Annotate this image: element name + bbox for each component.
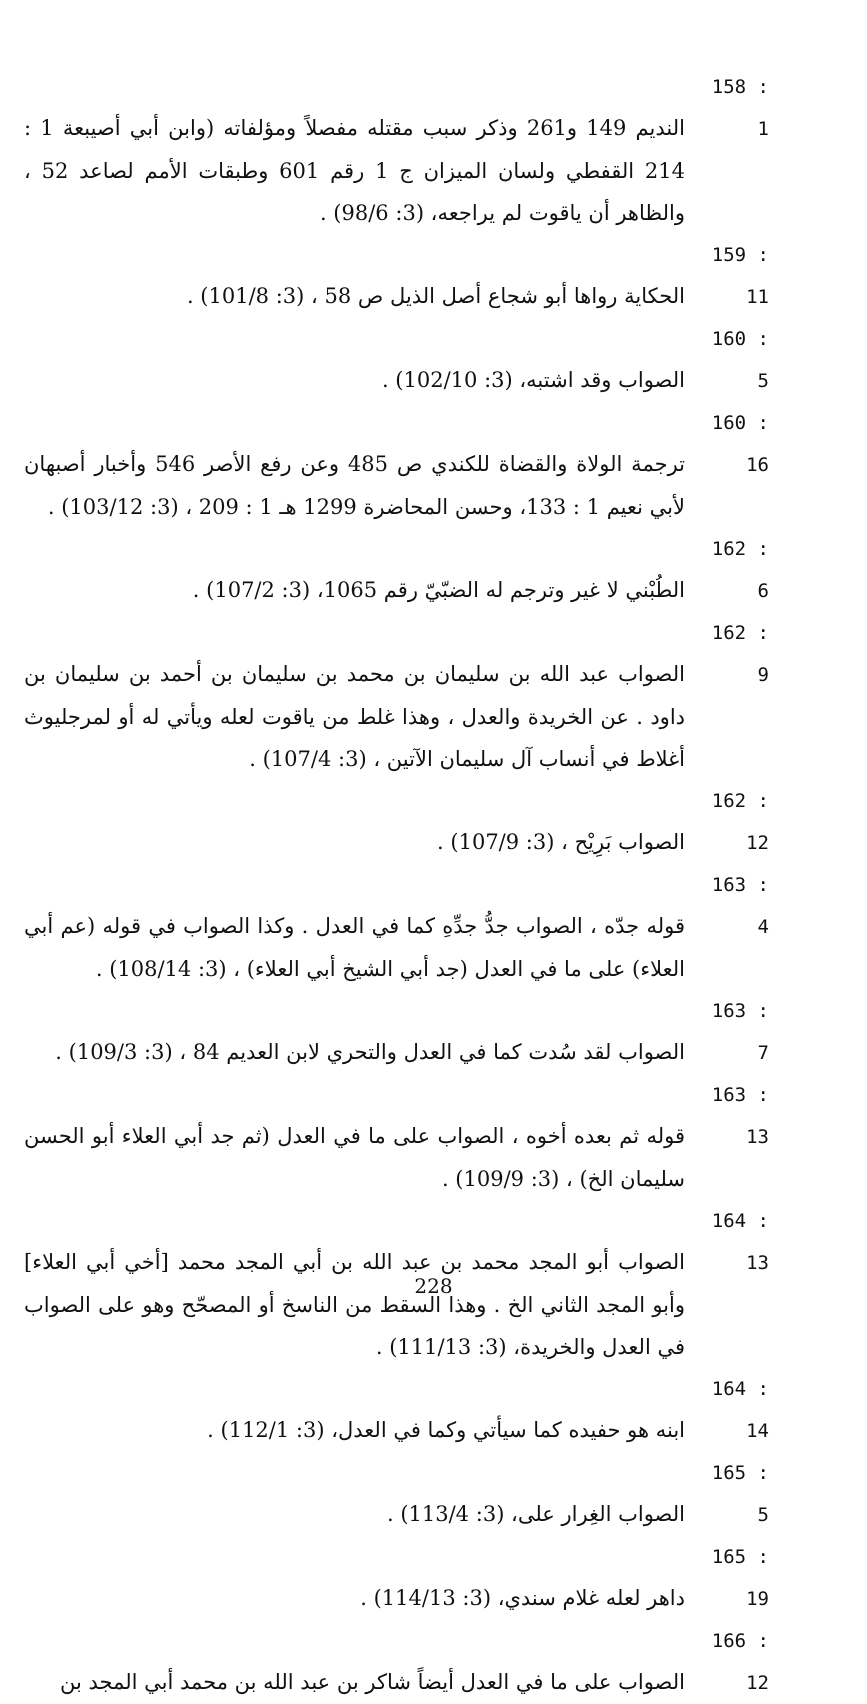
footnote-ref: 162 : 12 [711,790,769,854]
footnote-ref: 159 : 11 [711,244,769,308]
footnote-ref: 163 : 7 [711,1000,769,1064]
footnote-text: قوله جدّه ، الصواب جدُّ جدِّهِ كما في العدل . وكذا الصواب في قوله (عم أبي العلاء) على ما في العدل (جد أبي الشيخ أبي العلاء) ، (3: 108/14) . [24,914,685,981]
footnote-text: الصواب عبد الله بن سليمان بن محمد بن سليمان بن أحمد بن سليمان بن داود . عن الخريدة والعدل ، وهذا غلط من ياقوت لعله ويأتي له أو لمرجليوث أغلاط في أنساب آل سليمان الآتين ، (3: 107/4) . [24,662,686,771]
footnote-text: ابنه هو حفيده كما سيأتي وكما في العدل، (3: 112/1) . [207,1418,685,1442]
footnote-item [24,234,769,318]
footnote-text: الصواب الغِرار على، (3: 113/4) . [386,1502,685,1526]
footnote-ref: 162 : 6 [711,538,769,602]
page-number: 228 [414,1274,453,1298]
footnote-ref: 164 : 13 [711,1210,769,1274]
footnote-item [24,1536,769,1620]
footnote-list [24,66,769,1704]
footnote-text: الصواب بَرِيْح ، (3: 107/9) . [437,830,685,854]
footnote-text: الصواب وقد اشتبه، (3: 102/10) . [381,368,685,392]
footnote-text: ترجمة الولاة والقضاة للكندي ص 485 وعن رفع الأصر 546 وأخبار أصبهان لأبي نعيم 1 : 133، وحسن المحاضرة 1299 هـ 1 : 209 ، (3: 103/12) . [24,452,685,519]
footnote-ref: 160 : 16 [711,412,769,476]
footnote-text: قوله ثم بعده أخوه ، الصواب على ما في العدل (ثم جد أبي العلاء أبو الحسن سليمان الخ) ، (3: 109/9) . [24,1124,685,1191]
footnote-text: الطُبْني لا غير وترجم له الضبّيّ رقم 1065، (3: 107/2) . [192,578,685,602]
footnote-ref: 164 : 14 [711,1378,769,1442]
footnote-item [24,66,769,234]
footnote-item [24,318,769,402]
footnote-text: الصواب أبو المجد محمد بن عبد الله بن أبي المجد محمد [أخي أبي العلاء] وأبو المجد الثاني الخ . وهذا السقط من الناسخ أو المصحّح وهو على الصواب في العدل والخريدة، (3: 111/13) . [24,1250,685,1359]
footnote-ref: 158 : 1 [711,76,769,140]
footnote-ref: 166 : 12 [711,1630,769,1694]
footnote-ref: 165 : 19 [711,1546,769,1610]
footnote-ref: 163 : 4 [711,874,769,938]
footnote-item [24,1368,769,1452]
footnote-item [24,1074,769,1200]
footnote-item [24,864,769,990]
footnote-item [24,528,769,612]
footnote-text: داهر لعله غلام سندي، (3: 114/13) . [360,1586,685,1610]
footnote-text: النديم 149 و261 وذكر سبب مقتله مفصلاً ومؤلفاته (وابن أبي أصيبعة 1 : 214 القفطي ولسان الميزان ج 1 رقم 601 وطبقات الأمم لصاعد 52 ، والظاهر أن ياقوت لم يراجعه، (3: 98/6) . [24,116,686,225]
footnote-item [24,780,769,864]
footnote-item [24,1620,769,1704]
footnote-item [24,990,769,1074]
footnote-text: الصواب على ما في العدل أيضاً شاكر بن عبد الله بن محمد أبي المجد بن [60,1670,685,1694]
footnote-item [24,402,769,528]
footnote-item [24,612,769,780]
footnote-ref: 160 : 5 [711,328,769,392]
footnote-text: الحكاية رواها أبو شجاع أصل الذيل ص 58 ، (3: 101/8) . [186,284,685,308]
footnote-ref: 163 : 13 [711,1084,769,1148]
footnote-ref: 162 : 9 [711,622,769,686]
footnote-item [24,1452,769,1536]
footnote-text: الصواب لقد سُدت كما في العدل والتحري لابن العديم 84 ، (3: 109/3) . [55,1040,685,1064]
footnote-ref: 165 : 5 [711,1462,769,1526]
